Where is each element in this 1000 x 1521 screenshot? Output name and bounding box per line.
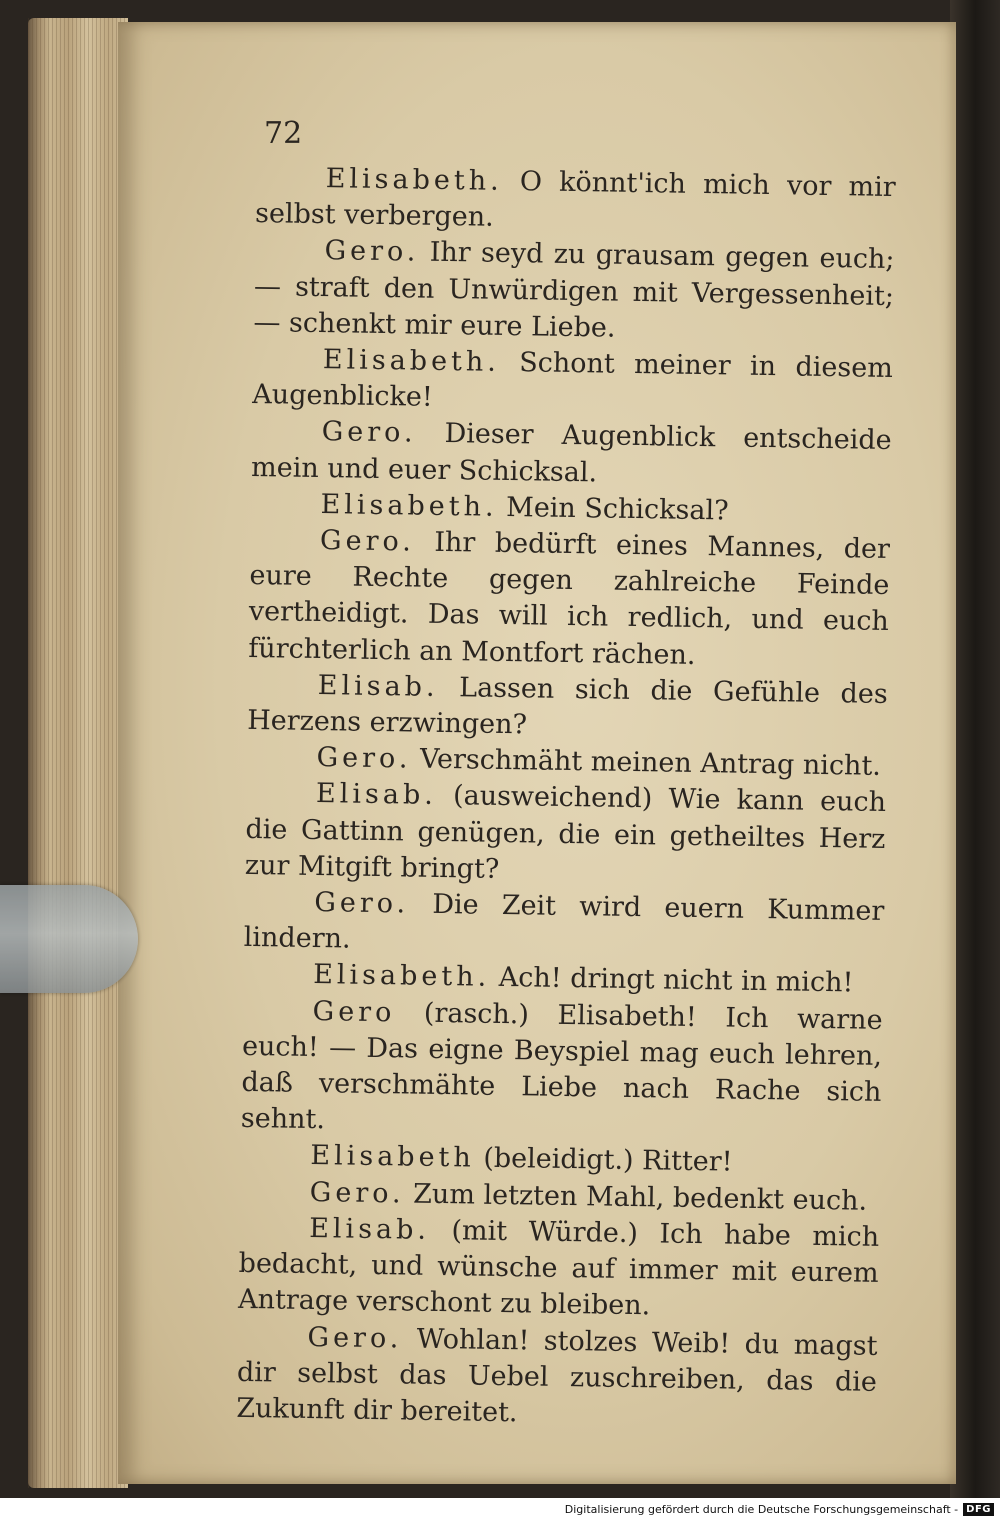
- page-text: [236, 160, 896, 1437]
- paragraph: [238, 1210, 880, 1329]
- paragraph: [243, 884, 884, 966]
- page-stack-edge: [28, 18, 128, 1488]
- speaker-name: Elisab.: [315, 778, 438, 812]
- digitization-footer: [0, 1498, 1000, 1521]
- paragraph-text: Schont meiner in diesem Augenblicke!: [252, 346, 894, 414]
- paragraph-text: Verschmäht meinen Antrag nicht.: [411, 743, 882, 783]
- paragraph: [251, 413, 892, 495]
- speaker-name: Gero: [312, 995, 396, 1028]
- footer-credit: Digitalisierung gefördert durch die Deutsche Forschungsgemeinschaft -: [564, 1503, 959, 1516]
- paragraph-text: (rasch.) Elisabeth! Ich warne euch! — Das eigne Beyspiel mag euch lehren, daß verschmähte Liebe nach Rache sich sehnt.: [240, 996, 883, 1136]
- paragraph-text: Die Zeit wird euern Kummer lindern.: [243, 888, 885, 955]
- paragraph-text: O könnt'ich mich vor mir selbst verbergen.: [254, 165, 896, 233]
- paragraph-text: Mein Schicksal?: [497, 491, 729, 527]
- paragraph: [252, 341, 893, 423]
- speaker-name: Gero.: [307, 1321, 403, 1354]
- paragraph: [241, 993, 883, 1148]
- speaker-name: Elisab.: [308, 1212, 431, 1246]
- speaker-name: Elisab.: [317, 669, 439, 703]
- speaker-name: Gero.: [319, 525, 416, 558]
- speaker-name: Elisabeth: [310, 1140, 476, 1175]
- paragraph-text: Lassen sich die Gefühle des Herzens erzwingen?: [246, 671, 888, 741]
- paragraph-text: (beleidigt.) Ritter!: [474, 1143, 733, 1179]
- speaker-name: Elisabeth.: [312, 959, 491, 994]
- scanner-page-clip: [0, 885, 138, 993]
- paragraph-text: Ihr seyd zu grausam gegen euch; — straft den Unwürdigen mit Vergessenheit; — schenkt mir eure Liebe.: [253, 236, 895, 344]
- speaker-name: Elisabeth.: [322, 344, 501, 378]
- speaker-name: Gero.: [316, 742, 412, 775]
- speaker-name: Elisabeth.: [320, 488, 498, 523]
- speaker-name: Gero.: [324, 235, 420, 268]
- paragraph-text: Wohlan! stolzes Weib! du magst dir selbst das Uebel zuschreiben, das die Zukunft dir bereitet.: [236, 1322, 878, 1429]
- paragraph: [236, 1318, 878, 1437]
- paragraph-text: Zum letzten Mahl, bedenkt euch.: [404, 1178, 868, 1217]
- book-gutter: [950, 0, 1000, 1498]
- page-number: 72: [264, 116, 303, 151]
- paragraph-text: Dieser Augenblick entscheide mein und euer Schicksal.: [250, 417, 892, 489]
- paragraph: [245, 775, 887, 894]
- speaker-name: Gero.: [309, 1176, 405, 1210]
- paragraph-text: Ihr bedürft eines Mannes, der eure Rechte gegen zahlreiche Feinde vertheidigt. Das will ich redlich, und euch fürchterlich an Montfort rächen.: [248, 526, 891, 671]
- dfg-logo: DFG: [963, 1503, 994, 1516]
- paragraph-text: (ausweichend) Wie kann euch die Gattinn genügen, die ein getheiltes Herz zur Mitgift bringt?: [244, 780, 887, 885]
- paragraph-text: Ach! dringt nicht in mich!: [489, 962, 854, 999]
- paragraph-text: (mit Würde.) Ich habe mich bedacht, und wünsche auf immer mit eurem Antrage verschont zu bleiben.: [237, 1214, 880, 1322]
- paragraph: [253, 232, 895, 351]
- paragraph: [248, 522, 890, 677]
- speaker-name: Gero.: [314, 887, 410, 920]
- speaker-name: Elisabeth.: [325, 163, 503, 197]
- paragraph: [247, 667, 888, 749]
- paragraph: [255, 160, 896, 242]
- speaker-name: Gero.: [321, 416, 417, 449]
